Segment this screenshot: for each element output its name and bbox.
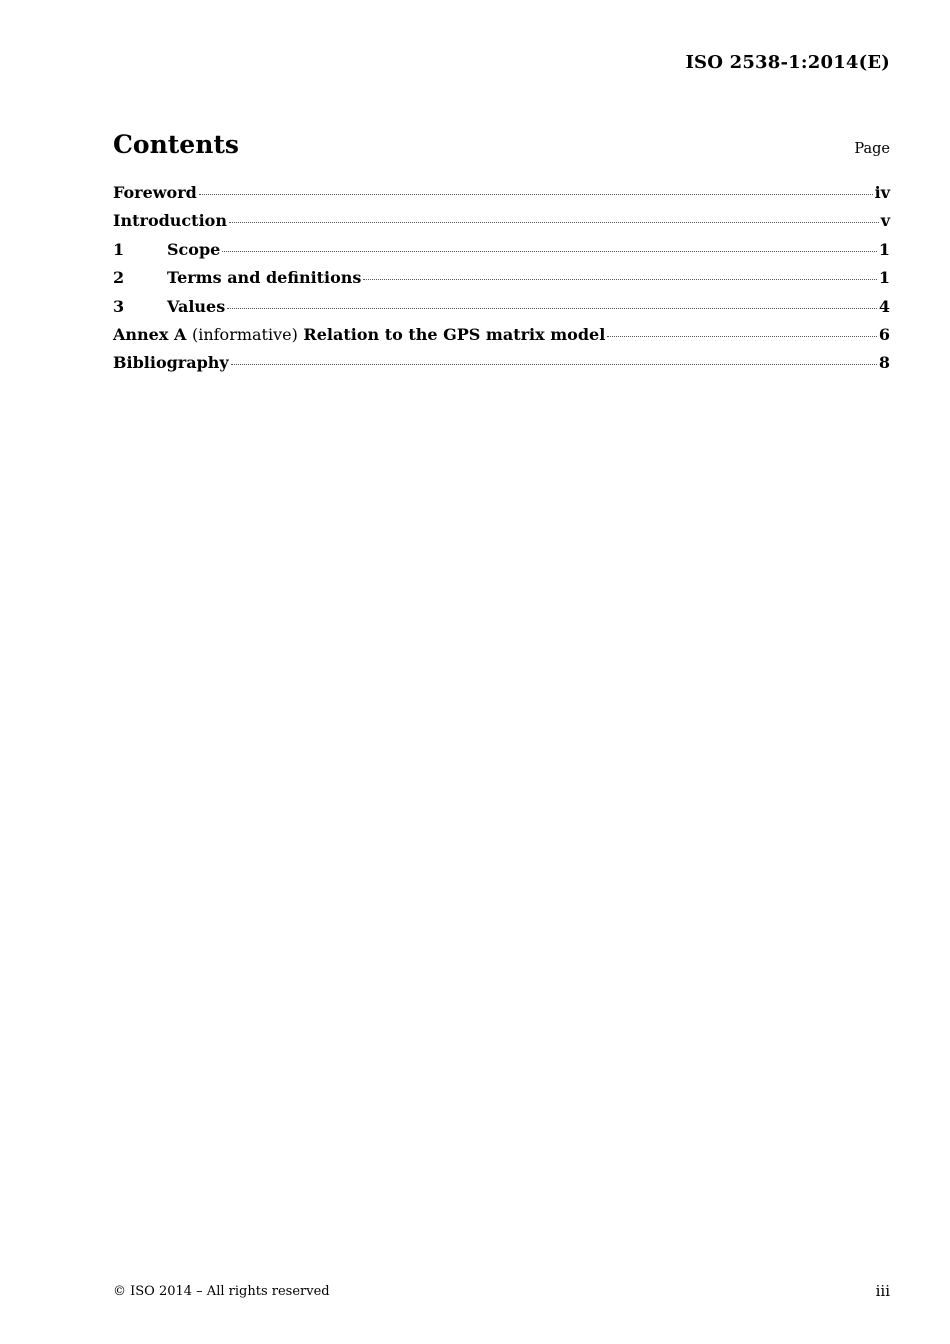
dot-leader — [227, 308, 877, 309]
page-column-label: Page — [854, 141, 890, 157]
annex-title: Relation to the GPS matrix model — [303, 324, 606, 344]
toc-entry-page: 1 — [878, 268, 890, 288]
toc-entry-scope[interactable] — [113, 240, 890, 268]
toc-entry-page: v — [880, 211, 890, 231]
toc-entry-page: 1 — [878, 239, 890, 259]
toc-entry-title: Terms and definitions — [167, 268, 362, 288]
toc-entry-number: 3 — [113, 296, 125, 316]
footer-copyright: © ISO 2014 – All rights reserved — [113, 1284, 330, 1299]
toc-entry-terms-and-definitions[interactable] — [113, 268, 890, 296]
toc-entry-title: Introduction — [113, 211, 227, 231]
dot-leader — [199, 194, 873, 195]
toc-entry-foreword[interactable] — [113, 183, 890, 211]
table-of-contents — [113, 183, 890, 382]
toc-entry-page: 4 — [878, 296, 890, 316]
toc-entry-title — [113, 325, 605, 344]
toc-entry-number: 1 — [113, 239, 125, 259]
toc-entry-bibliography[interactable] — [113, 353, 890, 381]
toc-entry-page: iv — [874, 183, 890, 202]
toc-entry-annex-a[interactable] — [113, 325, 890, 353]
toc-entry-title: Bibliography — [113, 353, 229, 373]
toc-entry-introduction[interactable] — [113, 211, 890, 239]
dot-leader — [607, 336, 877, 337]
document-id: ISO 2538-1:2014(E) — [685, 52, 890, 73]
toc-entry-title: Values — [167, 296, 226, 316]
dot-leader — [231, 364, 877, 365]
annex-label: Annex A — [113, 324, 187, 344]
footer-page-number: iii — [875, 1282, 890, 1300]
toc-entry-number: 2 — [113, 268, 125, 288]
toc-entry-page: 6 — [878, 324, 890, 344]
toc-entry-title: Foreword — [113, 183, 197, 202]
toc-entry-title: Scope — [167, 239, 221, 259]
toc-entry-page: 8 — [878, 353, 890, 373]
annex-type: (informative) — [191, 324, 298, 344]
dot-leader — [229, 222, 879, 223]
dot-leader — [222, 251, 877, 252]
contents-title: Contents — [113, 130, 240, 159]
toc-entry-values[interactable] — [113, 297, 890, 325]
dot-leader — [363, 279, 876, 280]
